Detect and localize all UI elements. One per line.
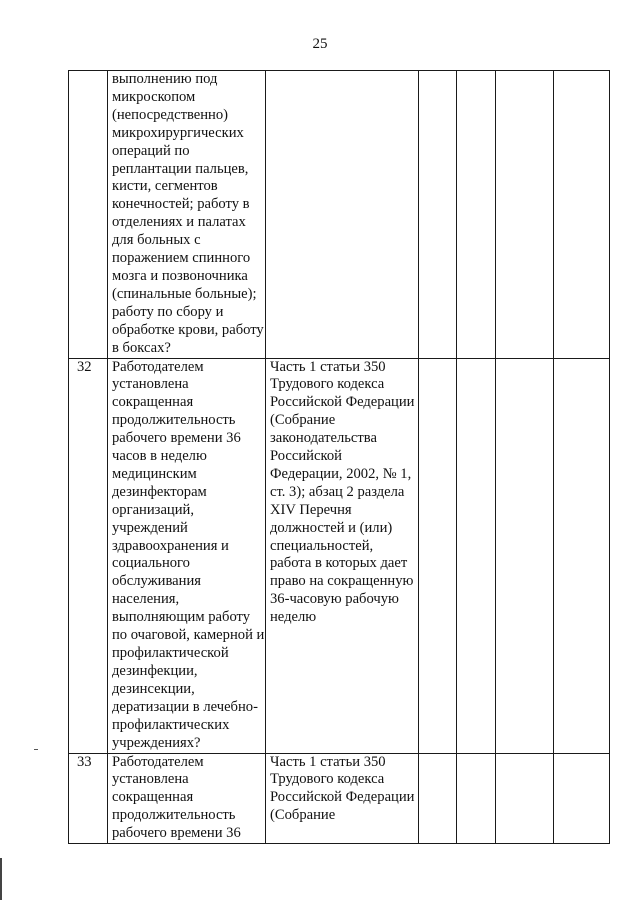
requirement-cell (108, 358, 266, 753)
answer-yes-cell (419, 71, 457, 359)
scan-speck (34, 749, 38, 750)
requirement-text: Работодателем установлена сокращенная продолжительность рабочего времени 36 (112, 753, 241, 842)
reference-text: Часть 1 статьи 350 Трудового кодекса Российской Федерации (Собрание (270, 753, 415, 824)
table-row (69, 753, 610, 844)
answer-no-cell (457, 71, 496, 359)
answer-no-cell (457, 358, 496, 753)
notes-cell (554, 71, 610, 359)
notes-cell (554, 753, 610, 844)
requirement-text: Работодателем установлена сокращенная продолжительность рабочего времени 36 часов в неделю медицинским дезинфекторам организаций, учреждений здравоохранения и социального обслуживания населения, выполняющим работу по очаговой, камерной и профилактической дезинфекции, дезинсекции, дератизации в лечебно-профилактических учреждениях? (112, 358, 265, 751)
scan-edge-mark (0, 858, 2, 900)
row-number: 33 (69, 753, 108, 844)
reference-cell (266, 71, 419, 359)
requirement-cell (108, 71, 266, 359)
row-number (69, 71, 108, 359)
answer-yes-cell (419, 753, 457, 844)
answer-no-cell (457, 753, 496, 844)
answer-na-cell (496, 753, 554, 844)
answer-na-cell (496, 358, 554, 753)
answer-yes-cell (419, 358, 457, 753)
page-number: 25 (312, 36, 328, 52)
reference-cell (266, 358, 419, 753)
table-row (69, 358, 610, 753)
row-number: 32 (69, 358, 108, 753)
requirement-cell (108, 753, 266, 844)
answer-na-cell (496, 71, 554, 359)
checklist-table (68, 70, 610, 844)
table-row (69, 71, 610, 359)
reference-cell (266, 753, 419, 844)
notes-cell (554, 358, 610, 753)
reference-text: Часть 1 статьи 350 Трудового кодекса Российской Федерации (Собрание законодательства Российской Федерации, 2002, № 1, ст. 3); абзац 2 раздела XIV Перечня должностей и (или) специальностей, работа в которых дает право на сокращенную 36-часовую рабочую неделю (270, 358, 415, 626)
requirement-text: выполнению под микроскопом (непосредственно) микрохирургических операций по реплантации пальцев, кисти, сегментов конечностей; работу в отделениях и палатах для больных с поражением спинного мозга и позвоночника (спинальные больные); работу по сбору и обработке крови, работу в боксах? (112, 71, 264, 356)
